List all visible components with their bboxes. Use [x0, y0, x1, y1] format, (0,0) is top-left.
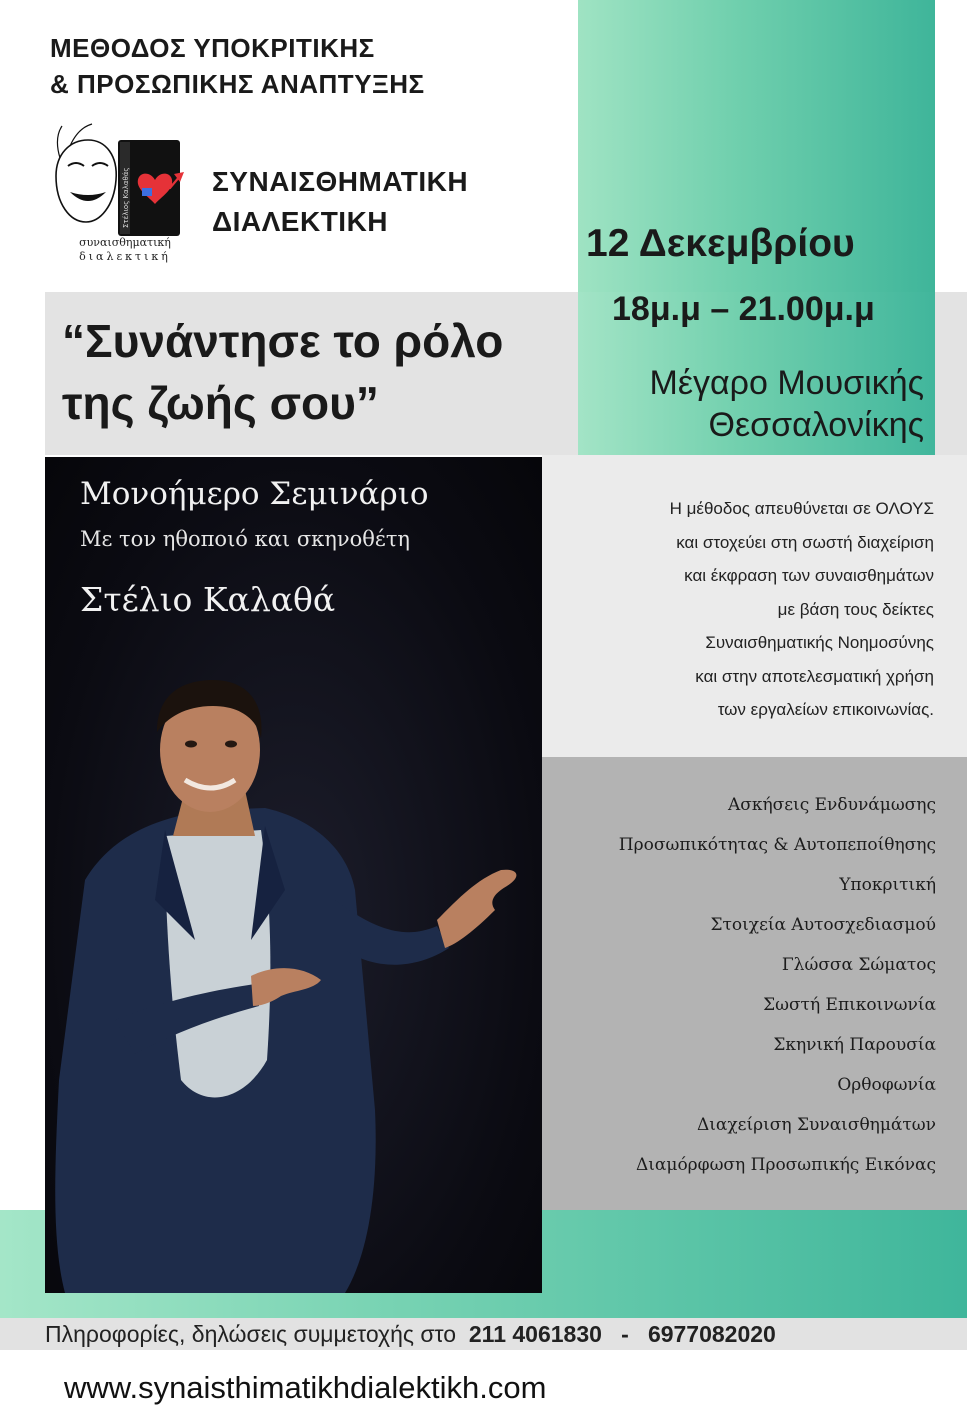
seminar-instructor-role: Με τον ηθοποιό και σκηνοθέτη: [80, 527, 411, 551]
event-venue-line2: Θεσσαλονίκης: [708, 406, 924, 444]
brand-name: [212, 162, 468, 242]
contact-info: [45, 1317, 776, 1351]
description-line: με βάση τους δείκτες: [777, 599, 934, 619]
topic-item: Προσωπικότητας & Αυτοπεποίθησης: [618, 835, 936, 855]
website-link[interactable]: www.synaisthimatikhdialektikh.com: [64, 1370, 547, 1405]
topic-item: Στοιχεία Αυτοσχεδιασμού: [710, 915, 936, 935]
event-venue: [580, 362, 924, 446]
contact-info-text: Πληροφορίες, δηλώσεις συμμετοχής στο: [45, 1321, 457, 1347]
topic-item: Διαχείριση Συναισθημάτων: [696, 1115, 936, 1135]
method-title: [50, 30, 425, 102]
method-title-line1: ΜΕΘΟΔΟΣ ΥΠΟΚΡΙΤΙΚΗΣ: [50, 33, 375, 63]
topic-item: Διαμόρφωση Προσωπικής Εικόνας: [635, 1155, 936, 1175]
seminar-instructor-name: Στέλιο Καλαθά: [80, 580, 336, 619]
event-venue-line1: Μέγαρο Μουσικής: [649, 364, 924, 402]
logo-caption: [60, 236, 190, 264]
quote-line2: της ζωής σου”: [62, 377, 379, 429]
event-time: 18μ.μ – 21.00μ.μ: [612, 290, 875, 328]
description-line: Η μέθοδος απευθύνεται σε ΟΛΟΥΣ: [669, 499, 934, 518]
description-line: και στην αποτελεσματική χρήση: [695, 666, 934, 686]
description-line: και στοχεύει στη σωστή διαχείριση: [676, 532, 934, 552]
topics-list: [550, 785, 936, 1185]
topic-item: Ασκήσεις Ενδυνάμωσης: [727, 795, 936, 815]
description-line: Συναισθηματικής Νοημοσύνης: [705, 633, 934, 652]
topic-item: Σωστή Επικοινωνία: [763, 995, 936, 1015]
logo-caption-line2: διαλεκτική: [79, 250, 171, 263]
topic-item: Ορθοφωνία: [837, 1075, 936, 1095]
phone-number-1[interactable]: 211 4061830: [468, 1321, 602, 1347]
topic-item: Γλώσσα Σώματος: [781, 955, 936, 975]
quote-headline: [62, 310, 503, 434]
event-date: 12 Δεκεμβρίου: [586, 222, 855, 265]
method-title-line2: & ΠΡΟΣΩΠΙΚΗΣ ΑΝΑΠΤΥΞΗΣ: [50, 69, 425, 99]
quote-line1: “Συνάντησε το ρόλο: [62, 315, 504, 367]
seminar-title: Μονοήμερο Σεμινάριο: [80, 476, 429, 512]
brand-name-line2: ΔΙΑΛΕΚΤΙΚΗ: [212, 206, 389, 237]
logo-book-text: Στέλιος Καλαθάς: [122, 167, 130, 228]
description-line: και έκφραση των συναισθημάτων: [684, 566, 934, 585]
actor-photo: [45, 640, 542, 1293]
brand-name-line1: ΣΥΝΑΙΣΘΗΜΑΤΙΚΗ: [212, 166, 469, 197]
topic-item: Σκηνική Παρουσία: [773, 1035, 936, 1055]
topic-item: Υποκριτική: [839, 875, 936, 895]
phone-number-2[interactable]: 6977082020: [647, 1321, 776, 1347]
description-line: των εργαλείων επικοινωνίας.: [717, 700, 934, 719]
logo-caption-line1: συναισθηματική: [79, 236, 171, 249]
method-description: [550, 492, 934, 727]
phone-separator: -: [621, 1321, 629, 1347]
